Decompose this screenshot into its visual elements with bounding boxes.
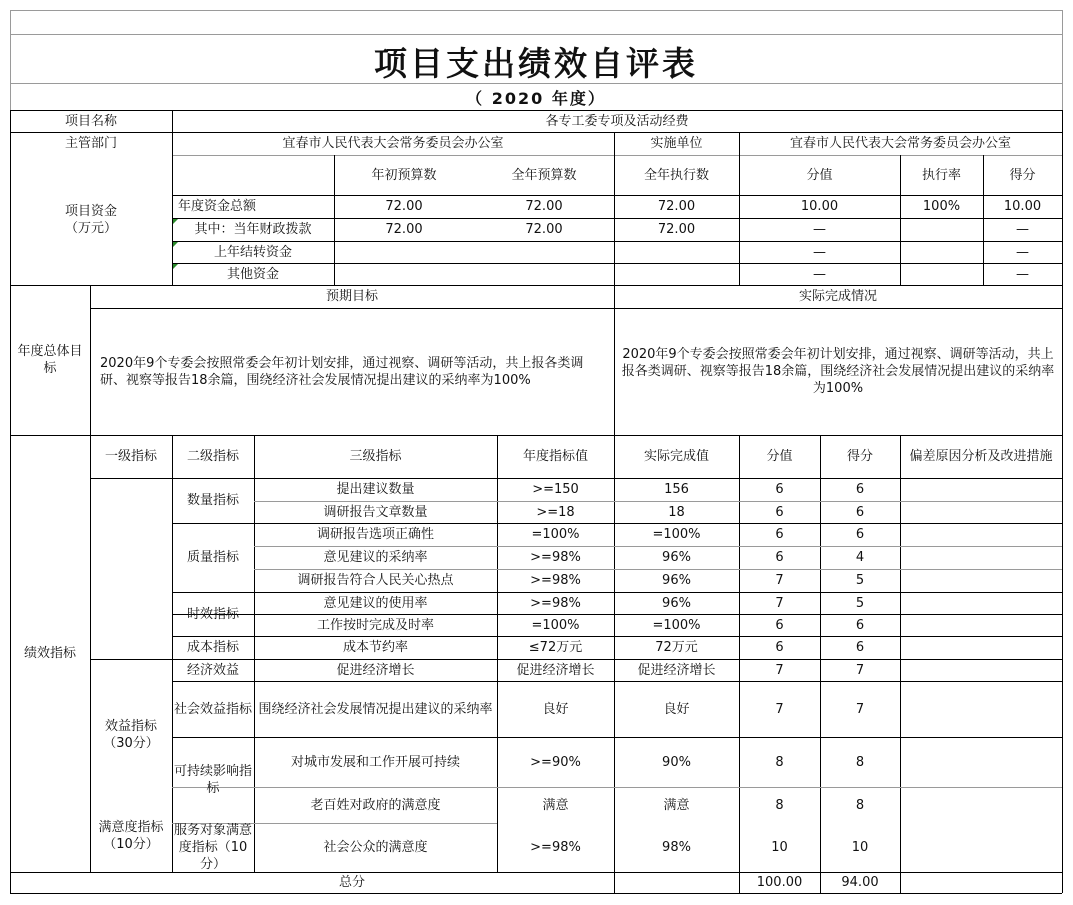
funds-col-header [983,155,1062,195]
level3-indicator [254,737,497,787]
actual-value [614,478,739,501]
score [820,592,900,614]
actual-value [614,546,739,569]
score-text: 6 [855,640,865,655]
funds-value [900,195,983,218]
actual-value [614,614,739,636]
score-value-text: 8 [775,797,784,813]
funds-value-text: 72.00 [657,222,696,237]
perf-header [172,435,254,478]
score-text: 5 [855,595,865,611]
project-name-label-text: 项目名称 [64,113,117,129]
funds-value [739,241,900,263]
goals-label-text: 年度总体目标 [17,344,83,376]
level3-indicator-text: 老百姓对政府的满意度 [310,797,441,813]
target-value-text: 促进经济增长 [516,662,595,678]
score [820,523,900,546]
funds-row-label-text: 上年结转资金 [213,244,292,260]
funds-col-header-text: 执行率 [921,167,961,183]
funds-value-text: — [1016,244,1029,260]
level3-indicator [254,523,497,546]
level2-indicator-text: 时效指标 [186,606,239,622]
level3-indicator-text: 调研报告选项正确性 [316,527,434,542]
funds-value [334,241,474,263]
score [820,478,900,501]
level3-indicator-text: 对城市发展和工作开展可持续 [290,754,460,770]
level3-indicator-text: 成本节约率 [342,640,408,655]
score-value-text: 6 [775,550,784,565]
level3-indicator [254,546,497,569]
score-value [739,737,820,787]
grid-line [90,659,172,660]
actual-value-text: 促进经济增长 [637,662,716,678]
target-value-text: >=90% [530,754,581,770]
score-value-text: 7 [775,662,784,678]
score [820,659,900,681]
perf-header-text: 一级指标 [104,449,157,464]
funds-label-text: 项目资金 （万元） [64,204,117,236]
level1-satisfaction [90,800,172,872]
score-text: 7 [855,662,865,678]
level2-indicator [172,592,254,636]
actual-value-text: 96% [662,550,691,565]
level2-indicator [172,659,254,681]
target-value [497,569,614,592]
funds-value [474,263,614,285]
level3-indicator [254,681,497,737]
actual-value [614,823,739,872]
funds-value-text: 72.00 [385,199,423,214]
funds-value [739,195,900,218]
funds-col-header [614,155,739,195]
score-value [739,592,820,614]
funds-value [614,263,739,285]
level3-indicator-text: 意见建议的使用率 [323,595,428,611]
score-value [739,787,820,823]
level3-indicator-text: 围绕经济社会发展情况提出建议的采纳率 [258,701,493,717]
target-value [497,546,614,569]
target-value [497,523,614,546]
score-text: 6 [855,482,865,497]
score-text: 8 [855,797,865,813]
perf-header-text: 年度指标值 [522,449,588,464]
funds-value-text: — [1016,222,1029,237]
target-value [497,592,614,614]
level2-indicator [172,737,254,823]
funds-value [983,263,1062,285]
funds-value [334,263,474,285]
actual-value [614,737,739,787]
level3-indicator [254,787,497,823]
perf-header [254,435,497,478]
target-value-text: >=150 [532,482,579,497]
funds-value-text: — [813,222,826,237]
score-value [739,823,820,872]
target-value [497,478,614,501]
actual-value [614,681,739,737]
dept-label-text: 主管部门 [64,136,117,151]
score-text: 6 [855,527,865,542]
actual-header-text: 实际完成情况 [798,289,877,304]
grid-line [1062,110,1063,893]
score-value-text: 6 [775,504,784,520]
funds-value [474,195,614,218]
perf-header-text: 偏差原因分析及改进措施 [909,449,1053,464]
expected-header [90,285,614,308]
target-value [497,501,614,523]
funds-col-header-text: 全年执行数 [643,167,709,183]
score-value [739,659,820,681]
score-value [739,501,820,523]
funds-col-header-text: 得分 [1009,167,1036,183]
score-text: 10 [851,840,869,855]
level3-indicator [254,501,497,523]
level2-indicator [172,823,254,872]
funds-value [900,241,983,263]
grid-line [900,435,901,893]
perf-header [497,435,614,478]
project-name-label [10,110,172,132]
funds-value-text: 72.00 [657,199,696,214]
total-label-text: 总分 [338,875,365,890]
level1-satisfaction-text: 满意度指标 （10分） [98,820,164,852]
total-score-value-text: 100.00 [756,875,803,890]
impl-value-text: 宜春市人民代表大会常务委员会办公室 [789,136,1011,151]
funds-value-text: 72.00 [385,222,423,237]
target-value-text: >=98% [530,595,581,611]
target-value-text: >=98% [530,550,581,565]
total-score-text: 94.00 [841,875,879,890]
funds-value [983,195,1062,218]
perf-header-text: 分值 [766,449,793,464]
cell-comment-marker [173,242,178,247]
actual-value-text: 96% [662,595,691,611]
level3-indicator [254,592,497,614]
funds-value [334,195,474,218]
perf-label-text: 绩效指标 [23,646,76,661]
level3-indicator-text: 社会公众的满意度 [323,840,428,855]
perf-label [10,435,90,872]
score [820,546,900,569]
score-value [739,523,820,546]
cell-comment-marker [173,219,178,224]
grid-line [10,83,1062,84]
actual-value [614,523,739,546]
funds-row-label [172,218,334,241]
score-text: 5 [855,573,865,588]
level3-indicator-text: 调研报告符合人民关心热点 [297,573,454,588]
actual-value-text: 156 [664,482,689,497]
score-text: 4 [855,550,865,565]
level2-indicator-text: 服务对象满意度指标（10分） [174,823,253,872]
funds-value-text: 72.00 [525,222,563,237]
level3-indicator-text: 促进经济增长 [336,662,415,678]
perf-header-text: 得分 [846,449,873,464]
actual-value-text: =100% [652,527,701,542]
actual-value-text: 96% [662,573,691,588]
level3-indicator [254,614,497,636]
perf-header [820,435,900,478]
funds-value [900,218,983,241]
level2-indicator-text: 社会效益指标 [174,701,253,717]
funds-value [614,218,739,241]
expected-text-text: 2020年9个专委会按照常委会年初计划安排，通过视察、调研等活动，共上报各类调研、视察等报告18余篇，围绕经济社会发展情况提出建议的采纳率为100% [100,355,584,388]
level3-indicator [254,569,497,592]
score-value [739,478,820,501]
expected-header-text: 预期目标 [325,289,378,304]
level2-indicator-text: 成本指标 [186,640,239,655]
funds-value [739,218,900,241]
funds-row-label [172,263,334,285]
funds-value-text: — [1016,266,1029,282]
funds-value [614,195,739,218]
actual-value [614,636,739,659]
level3-indicator [254,636,497,659]
score [820,681,900,737]
project-name-value [172,110,1062,132]
target-value [497,787,614,823]
score-value-text: 6 [775,482,784,497]
target-value-text: 良好 [542,701,569,717]
page-title: 项目支出绩效自评表 [374,44,698,83]
level3-indicator-text: 调研报告文章数量 [323,504,428,520]
actual-value [614,501,739,523]
funds-col-header [474,155,614,195]
target-value [497,737,614,787]
target-value [497,681,614,737]
score-value-text: 7 [775,573,784,588]
level2-indicator-text: 可持续影响指标 [174,764,253,796]
target-value-text: >=98% [530,840,581,855]
perf-header-text: 三级指标 [349,449,402,464]
actual-value-text: 72万元 [655,640,698,655]
level3-indicator-text: 提出建议数量 [336,482,415,497]
funds-value [474,241,614,263]
expected-text [94,308,610,435]
level1-benefit-text: 效益指标 （30分） [103,719,159,751]
perf-header [90,435,172,478]
score [820,823,900,872]
grid-line [10,893,1062,894]
score-value-text: 7 [775,701,784,717]
level2-indicator-text: 经济效益 [186,662,239,678]
funds-value [474,218,614,241]
perf-header-text: 实际完成值 [643,449,709,464]
target-value [497,636,614,659]
funds-col-header [739,155,900,195]
score-value [739,681,820,737]
funds-row-label-text: 其中：当年财政拨款 [194,222,312,237]
score-text: 7 [855,701,865,717]
perf-header [739,435,820,478]
actual-value [614,569,739,592]
funds-label [10,195,172,245]
funds-col-header-text: 分值 [806,167,833,183]
funds-value-text: 100% [922,199,961,214]
funds-value [983,241,1062,263]
target-value-text: ≤72万元 [528,640,583,655]
year-line: （ 2020 年度） [466,89,606,108]
funds-value-text: 10.00 [1003,199,1042,214]
perf-header [900,435,1062,478]
actual-value [614,659,739,681]
funds-value-text: — [813,266,826,282]
funds-value-text: 72.00 [525,199,563,214]
actual-value-text: 90% [662,754,691,770]
target-value [497,823,614,872]
level2-indicator [172,523,254,592]
score [820,569,900,592]
funds-col-header-text: 年初预算数 [371,167,437,183]
level3-indicator-text: 工作按时完成及时率 [316,617,434,633]
score-value-text: 8 [775,754,784,770]
score-value-text: 6 [775,640,784,655]
score [820,501,900,523]
actual-value-text: =100% [652,617,701,633]
target-value [497,659,614,681]
actual-value-text: 18 [668,504,685,520]
funds-value-text: — [813,244,826,260]
actual-value-text: 98% [662,840,691,855]
actual-text-text: 2020年9个专委会按照常委会年初计划安排，通过视察、调研等活动，共上报各类调研、视察等报告18余篇，围绕经济社会发展情况提出建议的采纳率为100% [621,347,1055,396]
target-value [497,614,614,636]
actual-text [616,308,1060,435]
level3-indicator-text: 意见建议的采纳率 [323,550,428,565]
funds-row-label-text: 年度资金总额 [178,199,257,214]
funds-row-label-text: 其他资金 [226,266,279,282]
score-value [739,636,820,659]
funds-value [900,263,983,285]
level2-indicator-text: 数量指标 [186,493,239,508]
total-score-value [739,872,820,893]
target-value-text: >=98% [530,573,581,588]
perf-header [614,435,739,478]
goals-label [10,285,90,435]
grid-line [10,34,1062,35]
level3-indicator [254,478,497,501]
target-value-text: =100% [531,617,580,633]
score [820,737,900,787]
target-value-text: 满意 [542,797,569,813]
funds-col-header [334,155,474,195]
score [820,636,900,659]
funds-value [739,263,900,285]
funds-value [614,241,739,263]
impl-label-text: 实施单位 [650,136,703,151]
grid-line [10,10,1062,11]
actual-value [614,787,739,823]
target-value-text: =100% [531,527,580,542]
total-score [820,872,900,893]
dept-value [172,132,614,155]
funds-value-text: 10.00 [800,199,839,214]
level2-indicator [172,636,254,659]
score-value [739,614,820,636]
score-value-text: 7 [775,595,784,611]
dept-value-text: 宜春市人民代表大会常务委员会办公室 [282,136,504,151]
impl-label [614,132,739,155]
level3-indicator [254,823,497,872]
target-value-text: >=18 [536,504,575,520]
score-value [739,569,820,592]
level1-benefit [90,680,172,790]
score-value [739,546,820,569]
impl-value [739,132,1062,155]
cell-comment-marker [173,264,178,269]
score [820,614,900,636]
level2-indicator-text: 质量指标 [186,550,239,565]
actual-value [614,592,739,614]
funds-col-header [900,155,983,195]
score-text: 6 [855,504,865,520]
level2-indicator [172,478,254,523]
total-label [90,872,614,893]
perf-header-text: 二级指标 [186,449,239,464]
score-text: 8 [855,754,865,770]
funds-row-label [172,241,334,263]
funds-col-header-text: 全年预算数 [511,167,577,183]
score [820,787,900,823]
level3-indicator [254,659,497,681]
project-name-value-text: 各专工委专项及活动经费 [545,113,689,129]
actual-value-text: 满意 [663,797,690,813]
level2-indicator [172,681,254,737]
dept-label [10,132,172,155]
actual-header [614,285,1062,308]
funds-value [334,218,474,241]
score-value-text: 6 [775,617,784,633]
score-value-text: 6 [775,527,784,542]
funds-row-label [172,195,334,218]
actual-value-text: 良好 [663,701,690,717]
score-value-text: 10 [771,840,788,855]
score-text: 6 [855,617,865,633]
funds-value [983,218,1062,241]
